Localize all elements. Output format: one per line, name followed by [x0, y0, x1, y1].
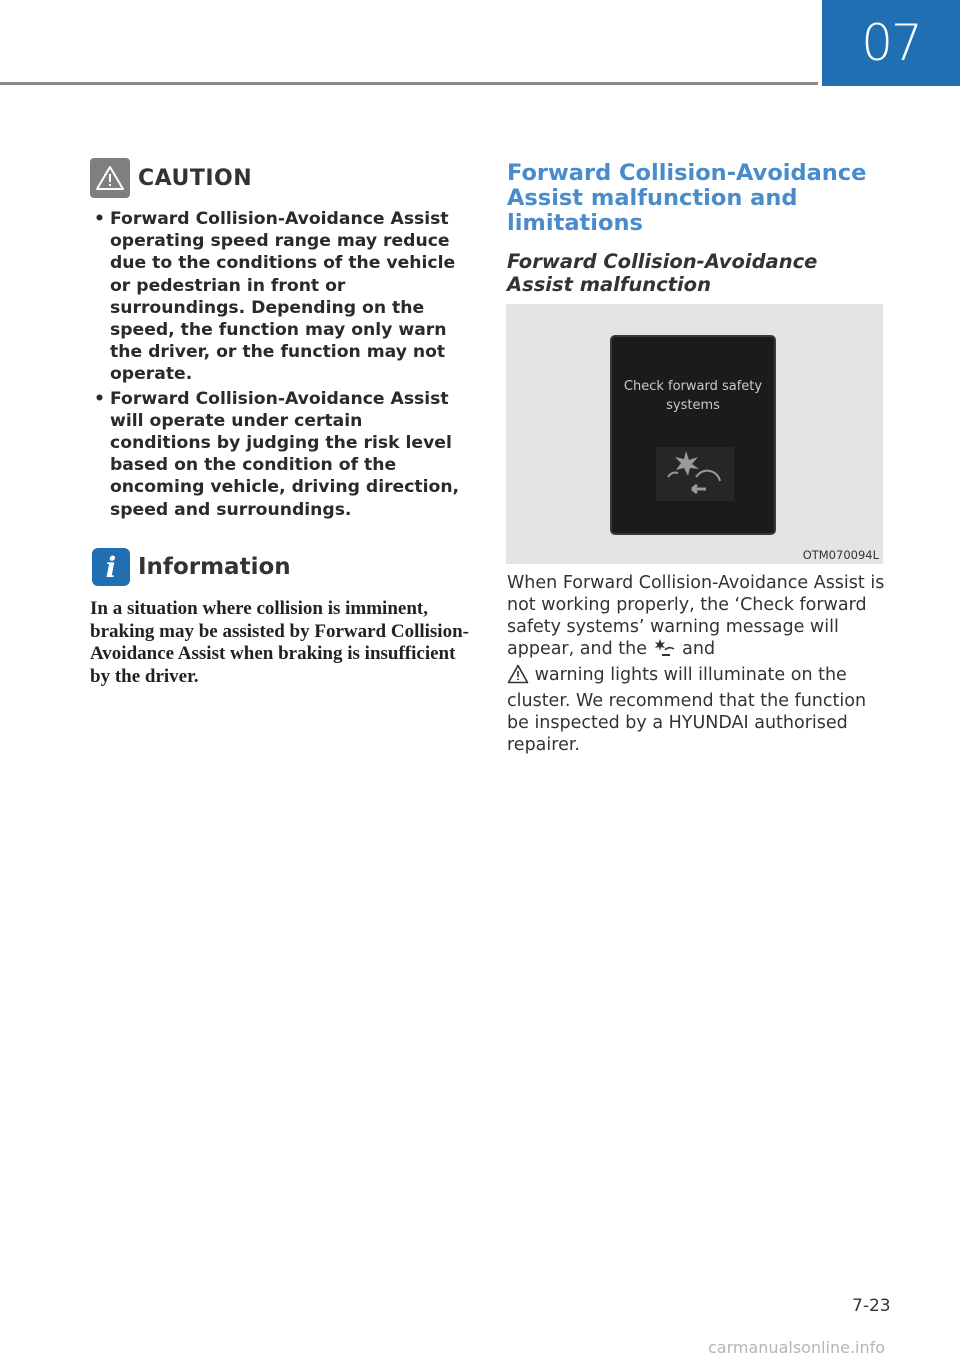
bullet: •: [94, 209, 105, 229]
caution-title: CAUTION: [138, 165, 253, 191]
info-icon: i: [92, 548, 130, 586]
information-header: [92, 548, 291, 586]
body-text-part2: and: [682, 639, 716, 659]
section-subtitle: Forward Collision-Avoidance Assist malfunction: [507, 250, 818, 296]
caution-triangle-icon: [90, 158, 130, 198]
body-text-part3: warning lights will illuminate on the cluster. We recommend that the function be inspected by a HYUNDAI authorised repairer.: [507, 665, 867, 755]
cluster-display: [610, 335, 776, 535]
fca-warning-icon: [653, 638, 677, 664]
caution-item-text: Forward Collision-Avoidance Assist operating speed range may reduce due to the conditions of the vehicle or pedestrian in front or surroundings. Depending on the speed, the function may only warn the driver, or the function may not operate.: [110, 209, 456, 385]
header-rule: [0, 82, 818, 85]
caution-item: [94, 388, 466, 521]
body-text-part1: When Forward Collision-Avoidance Assist is not working properly, the ‘Check forward safety systems’ warning message will appear, and the: [507, 573, 885, 659]
bullet: •: [94, 388, 105, 409]
chapter-tab: [822, 0, 960, 86]
chapter-number: 07: [861, 14, 921, 72]
fca-symbol-icon: [656, 447, 734, 501]
caution-item: [94, 208, 466, 386]
caution-header: [90, 158, 252, 198]
information-text: In a situation where collision is imminent, braking may be assisted by Forward Collision-Avoidance Assist when braking is insufficient by the driver.: [90, 598, 469, 687]
figure-code: OTM070094L: [802, 548, 879, 562]
information-title: Information: [138, 554, 291, 580]
caution-list: [94, 208, 466, 523]
cluster-message: Check forward safety systems: [623, 379, 763, 413]
body-text: [507, 572, 887, 756]
watermark: carmanualsonline.info: [708, 1338, 886, 1357]
cluster-figure: [506, 304, 883, 564]
caution-item-text: Forward Collision-Avoidance Assist will operate under certain conditions by judging the risk level based on the condition of the oncoming vehicle, driving direction, speed and surroundings.: [110, 388, 460, 520]
section-title: Forward Collision-Avoidance Assist malfunction and limitations: [507, 160, 867, 236]
warning-triangle-icon: [507, 664, 529, 690]
page-number: 7-23: [852, 1296, 891, 1316]
